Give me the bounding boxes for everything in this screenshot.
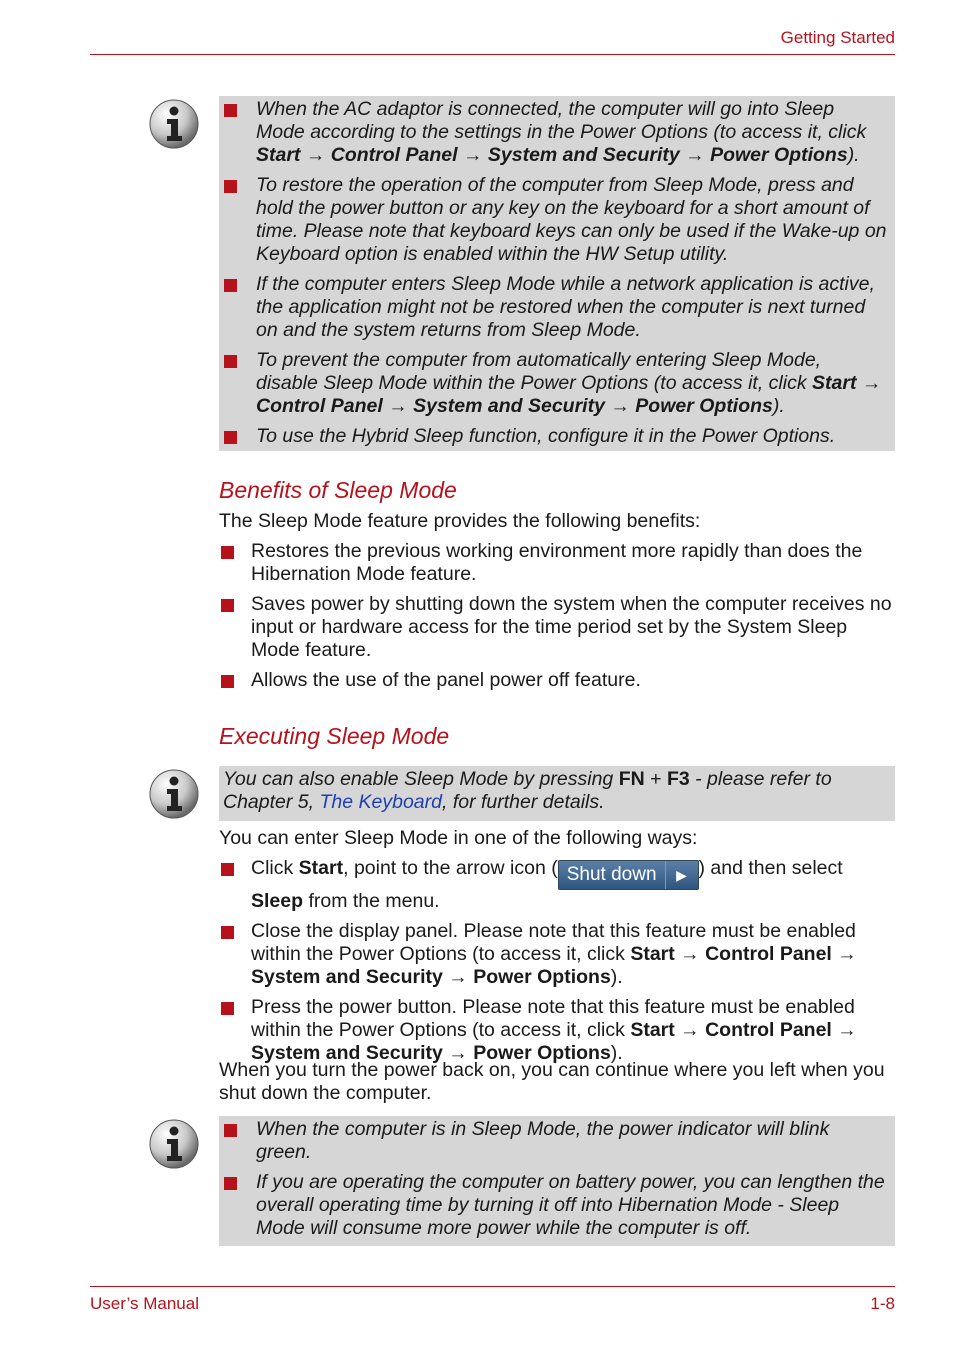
list-item xyxy=(223,273,887,342)
list-item-text: Press the power button. Please note that this feature must be enabled within the Power Options (to access it, click xyxy=(251,996,855,1041)
path-power-options: Power Options xyxy=(473,966,611,988)
list-item-text: ) and then select xyxy=(698,857,843,879)
list-item xyxy=(219,593,895,662)
list-item-text: Restores the previous working environment more rapidly than does the Hibernation Mode feature. xyxy=(251,540,863,585)
list-item-text: Click xyxy=(251,857,294,879)
path-power-options: Power Options xyxy=(473,1042,611,1064)
list-item xyxy=(223,1118,887,1164)
list-item: Close the display panel. Please note that this feature must be enabled within the Power Options (to access it, click Start → Control Panel → System and Security → Power Options). xyxy=(219,920,895,989)
key-f3: F3 xyxy=(666,768,690,790)
info-icon xyxy=(148,1118,200,1170)
list-item: Press the power button. Please note that this feature must be enabled within the Power Options (to access it, click Start → Control Panel → System and Security → Power Options). xyxy=(219,996,895,1065)
path-system-security: System and Security xyxy=(251,966,443,988)
arrow-icon: → xyxy=(448,966,468,988)
arrow-icon: → xyxy=(388,395,408,417)
arrow-icon: → xyxy=(861,372,882,394)
arrow-icon: → xyxy=(680,1019,700,1041)
bullet xyxy=(224,1177,237,1190)
bullet xyxy=(224,104,237,117)
bullet xyxy=(221,599,234,612)
bullet xyxy=(221,863,234,876)
list-item-text: , point to the arrow icon ( xyxy=(343,857,558,879)
footer-rule xyxy=(90,1286,895,1287)
section-title-executing: Executing Sleep Mode xyxy=(219,723,450,749)
info-icon xyxy=(148,768,200,820)
note-box-keyboard xyxy=(219,766,895,821)
note-box-power-indicator xyxy=(219,1116,895,1246)
arrow-icon: → xyxy=(305,144,326,166)
path-control-panel: Control Panel xyxy=(705,943,832,965)
arrow-icon: → xyxy=(685,144,705,166)
info-icon xyxy=(148,98,200,150)
bullet xyxy=(224,279,237,292)
footer-manual-title: User’s Manual xyxy=(90,1294,199,1313)
plus-sign: + xyxy=(650,768,662,790)
note-text: You can also enable Sleep Mode by pressing xyxy=(223,768,614,790)
list-item-text: Allows the use of the panel power off feature. xyxy=(251,669,641,691)
executing-intro: You can enter Sleep Mode in one of the following ways: xyxy=(219,827,698,849)
note-text: - please refer to Chapter 5, xyxy=(223,768,832,813)
bullet xyxy=(224,431,237,444)
note-text: When the computer is in Sleep Mode, the power indicator will blink green. xyxy=(256,1118,830,1163)
benefits-list xyxy=(219,540,895,699)
arrow-icon: → xyxy=(837,1019,857,1041)
list-item-text: Saves power by shutting down the system when the computer receives no input or hardware access for the time period set by the System Sleep Mode feature. xyxy=(251,593,892,661)
list-item xyxy=(223,174,887,266)
note-text: To prevent the computer from automatically entering Sleep Mode, disable Sleep Mode within the Power Options (to access it, click xyxy=(256,349,822,394)
header-title: Getting Started xyxy=(780,28,895,47)
bullet xyxy=(221,546,234,559)
path-system-security: System and Security xyxy=(487,144,680,166)
section-title-benefits: Benefits of Sleep Mode xyxy=(219,477,457,503)
page-number: 1-8 xyxy=(870,1294,895,1313)
keyboard-chapter-link[interactable]: The Keyboard xyxy=(319,791,442,813)
path-start: Start xyxy=(630,943,675,965)
path-start: Start xyxy=(630,1019,675,1041)
arrow-right-icon: ▶ xyxy=(676,867,687,883)
sleep-option: Sleep xyxy=(251,890,304,912)
benefits-intro: The Sleep Mode feature provides the following benefits: xyxy=(219,510,701,532)
path-control-panel: Control Panel xyxy=(330,144,458,166)
bullet xyxy=(224,1124,237,1137)
list-item-text: from the menu. xyxy=(308,890,440,912)
path-control-panel: Control Panel xyxy=(256,395,383,417)
shutdown-label: Shut down xyxy=(559,861,666,889)
note-text: To use the Hybrid Sleep function, configure it in the Power Options. xyxy=(256,425,836,447)
list-item-text: Close the display panel. Please note that this feature must be enabled within the Power Options (to access it, click xyxy=(251,920,856,965)
path-system-security: System and Security xyxy=(413,395,605,417)
arrow-icon: → xyxy=(680,943,700,965)
arrow-icon: → xyxy=(610,395,630,417)
bullet xyxy=(221,675,234,688)
path-power-options: Power Options xyxy=(710,144,848,166)
header-rule xyxy=(90,54,895,55)
path-start: Start xyxy=(298,857,344,879)
bullet xyxy=(221,1002,234,1015)
executing-outro: When you turn the power back on, you can continue where you left when you shut down the computer. xyxy=(219,1059,885,1104)
note-text: , for further details. xyxy=(441,791,605,813)
bullet xyxy=(224,180,237,193)
note-text: To restore the operation of the computer from Sleep Mode, press and hold the power button or any key on the keyboard for a short amount of time. Please note that keyboard keys can only be used if the Wake-up on Keyboard option is enabled within the HW Setup utility. xyxy=(256,174,887,265)
note-box-sleep xyxy=(219,96,895,451)
list-item: When the AC adaptor is connected, the computer will go into Sleep Mode according to the settings in the Power Options (to access it, click Start → Control Panel → System and Security → Power Options). xyxy=(223,98,887,167)
note-text: When the AC adaptor is connected, the computer will go into Sleep Mode according to the settings in the Power Options (to access it, click xyxy=(256,98,867,143)
arrow-icon: → xyxy=(462,144,483,166)
list-item xyxy=(219,857,895,913)
bullet xyxy=(224,355,237,368)
shutdown-button-image xyxy=(558,860,699,890)
arrow-icon: → xyxy=(837,943,857,965)
path-power-options: Power Options xyxy=(635,395,773,417)
bullet xyxy=(221,926,234,939)
note-text: If you are operating the computer on battery power, you can lengthen the overall operating time by turning it off into Hibernation Mode - Sleep Mode will consume more power while the computer is off. xyxy=(256,1171,885,1239)
path-start: Start xyxy=(256,144,301,166)
path-control-panel: Control Panel xyxy=(705,1019,832,1041)
list-item xyxy=(219,669,895,692)
note-text: If the computer enters Sleep Mode while a network application is active, the application might not be restored when the computer is next turned on and the system returns from Sleep Mode. xyxy=(256,273,875,341)
arrow-icon: → xyxy=(448,1042,468,1064)
list-item xyxy=(219,540,895,586)
path-system-security: System and Security xyxy=(251,1042,443,1064)
executing-list xyxy=(219,857,895,1072)
list-item xyxy=(223,1171,887,1240)
list-item: To prevent the computer from automatically entering Sleep Mode, disable Sleep Mode within the Power Options (to access it, click Start → Control Panel → System and Security → Power Options). xyxy=(223,349,887,418)
list-item xyxy=(223,425,887,448)
key-fn: FN xyxy=(618,768,645,790)
path-start: Start xyxy=(812,372,857,394)
